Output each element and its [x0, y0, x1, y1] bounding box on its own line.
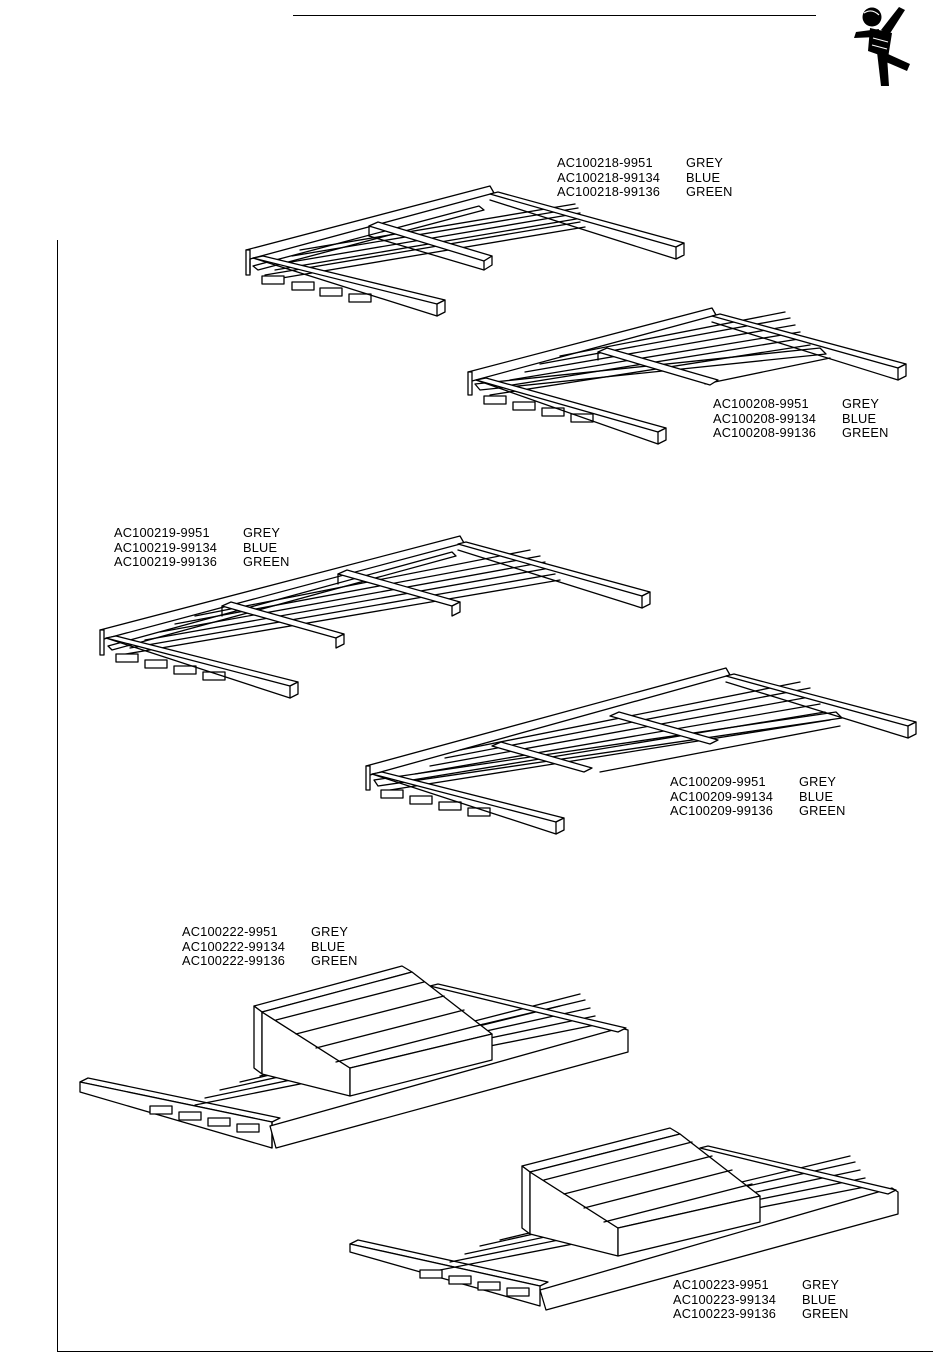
part-row [673, 1293, 849, 1308]
part-row [673, 1278, 849, 1293]
part-color: GREY [799, 774, 837, 789]
part-label-ac100219 [114, 526, 290, 570]
part-code: AC100222-9951 [182, 924, 278, 939]
part-code: AC100209-99134 [670, 788, 774, 804]
part-code: AC100218-9951 [557, 155, 653, 170]
part-row [557, 171, 733, 186]
part-color: BLUE [802, 1291, 837, 1307]
part-code: AC100219-99136 [114, 554, 218, 570]
part-row [114, 555, 290, 570]
part-label-ac100218 [557, 156, 733, 200]
part-code: AC100219-9951 [114, 525, 210, 540]
part-code: AC100223-99136 [673, 1306, 777, 1322]
part-color: BLUE [686, 169, 721, 185]
part-code: AC100222-99136 [182, 953, 286, 969]
part-code: AC100208-99134 [713, 410, 817, 426]
bench-drawing-ac100222 [80, 966, 628, 1148]
part-color: GREEN [802, 1306, 849, 1322]
part-row [673, 1307, 849, 1322]
part-code: AC100218-99136 [557, 184, 661, 200]
part-code: AC100218-99134 [557, 169, 661, 185]
part-row [670, 790, 846, 805]
part-row [670, 804, 846, 819]
part-code: AC100223-9951 [673, 1277, 769, 1292]
part-color: GREEN [842, 425, 889, 441]
part-row [182, 940, 358, 955]
part-color: GREEN [799, 803, 846, 819]
part-color: GREY [686, 155, 724, 170]
part-code: AC100209-99136 [670, 803, 774, 819]
part-row [670, 775, 846, 790]
part-row [557, 156, 733, 171]
part-color: BLUE [842, 410, 877, 426]
part-code: AC100223-99134 [673, 1291, 777, 1307]
part-row [182, 954, 358, 969]
part-row [713, 426, 889, 441]
part-color: GREEN [311, 953, 358, 969]
part-code: AC100208-99136 [713, 425, 817, 441]
part-row [557, 185, 733, 200]
part-color: BLUE [311, 938, 346, 954]
bench-drawing-ac100218 [246, 186, 684, 316]
part-color: GREEN [686, 184, 733, 200]
part-row [114, 541, 290, 556]
part-label-ac100223 [673, 1278, 849, 1322]
part-row [182, 925, 358, 940]
part-color: GREY [842, 396, 880, 411]
part-color: GREY [311, 924, 349, 939]
part-label-ac100208 [713, 397, 889, 441]
part-label-ac100209 [670, 775, 846, 819]
part-row [713, 412, 889, 427]
part-label-ac100222 [182, 925, 358, 969]
part-code: AC100219-99134 [114, 539, 218, 555]
part-code: AC100209-9951 [670, 774, 766, 789]
part-color: BLUE [799, 788, 834, 804]
part-color: BLUE [243, 539, 278, 555]
part-color: GREEN [243, 554, 290, 570]
part-code: AC100208-9951 [713, 396, 809, 411]
part-color: GREY [802, 1277, 840, 1292]
part-row [114, 526, 290, 541]
part-row [713, 397, 889, 412]
part-code: AC100222-99134 [182, 938, 286, 954]
part-color: GREY [243, 525, 281, 540]
